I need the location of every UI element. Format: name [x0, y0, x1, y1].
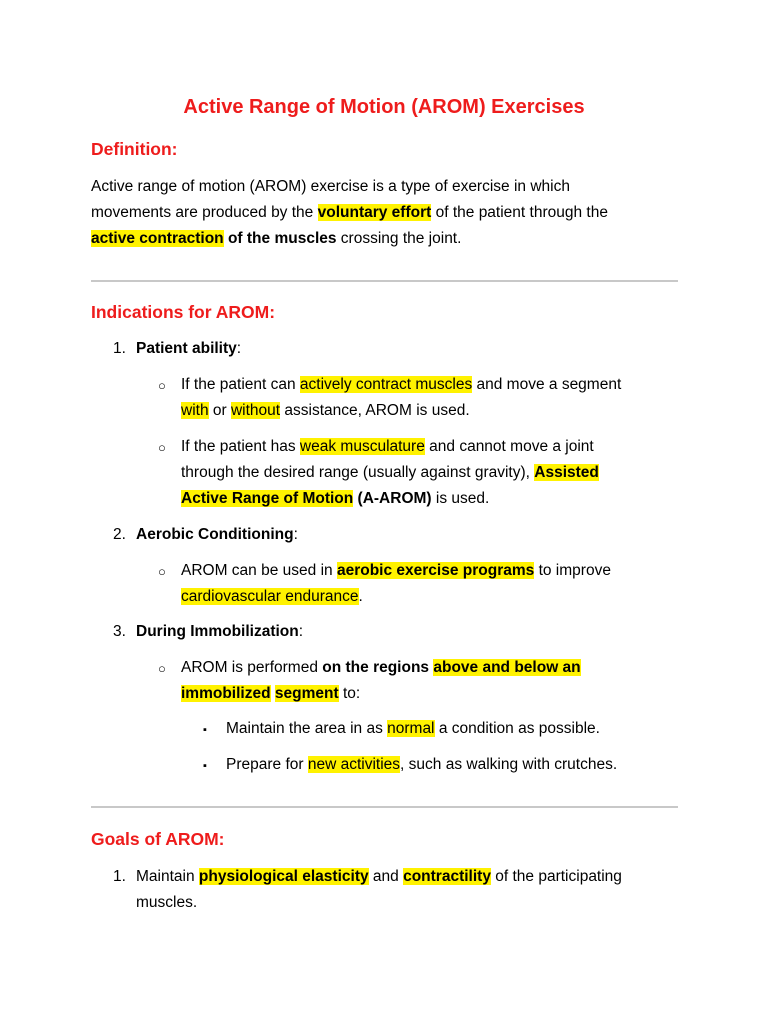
page-title: Active Range of Motion (AROM) Exercises: [183, 96, 585, 118]
text: If the patient can: [181, 376, 300, 393]
definition-line-2: [91, 200, 691, 226]
bold-a-arom: (A-AROM): [353, 490, 432, 507]
text: a condition as possible.: [434, 720, 600, 737]
list-item-aerobic-conditioning: [136, 522, 298, 548]
text: of the participating: [490, 868, 622, 885]
highlight-aerobic-exercise-programs: aerobic exercise programs: [336, 562, 535, 579]
bullet-line: [181, 558, 611, 584]
item-label: Aerobic Conditioning: [136, 526, 294, 543]
colon: :: [298, 623, 304, 640]
list-number: 1.: [113, 868, 126, 885]
definition-heading: Definition:: [91, 139, 178, 159]
list-number: 2.: [113, 526, 126, 543]
divider: [91, 280, 678, 282]
highlight-assisted: Assisted: [534, 464, 599, 481]
square-bullet: ▪: [203, 724, 207, 736]
text: is used.: [431, 490, 490, 507]
text: to improve: [534, 562, 611, 579]
text: If the patient has: [181, 438, 300, 455]
text: and: [368, 868, 404, 885]
bullet-line: [181, 372, 621, 398]
text: muscles.: [136, 894, 198, 911]
bold-on-the-regions: on the regions: [322, 659, 434, 676]
bullet-line: [181, 655, 581, 681]
bold-of-the-muscles: of the muscles: [223, 230, 337, 247]
divider: [91, 806, 678, 808]
item-label: During Immobilization: [136, 623, 299, 640]
square-bullet: ▪: [203, 760, 207, 772]
text: and cannot move a joint: [424, 438, 594, 455]
list-item-patient-ability: [136, 336, 241, 362]
text: Prepare for: [226, 756, 308, 773]
highlight-immobilized: immobilized: [181, 685, 271, 702]
text: to:: [338, 685, 361, 702]
definition-line-1: [91, 174, 691, 200]
circle-bullet: ○: [158, 564, 166, 579]
bullet-line: [181, 486, 489, 512]
goal-line: [136, 864, 622, 890]
definition-text: movements are produced by the: [91, 204, 318, 221]
highlight-active-contraction: active contraction: [91, 230, 224, 247]
highlight-new-activities: new activities: [307, 756, 401, 773]
text: or: [208, 402, 231, 419]
text: and move a segment: [472, 376, 622, 393]
text: assistance, AROM is used.: [280, 402, 470, 419]
highlight-without: without: [230, 402, 281, 419]
highlight-with: with: [181, 402, 209, 419]
definition-text: Active range of motion (AROM) exercise is a type of exercise in which: [91, 178, 570, 195]
list-number: 3.: [113, 623, 126, 640]
highlight-segment: segment: [274, 685, 339, 702]
highlight-actively-contract-muscles: actively contract muscles: [299, 376, 473, 393]
indications-heading: Indications for AROM:: [91, 302, 276, 322]
circle-bullet: ○: [158, 378, 166, 393]
bullet-line: [181, 460, 599, 486]
text: AROM can be used in: [181, 562, 337, 579]
definition-text: of the patient through the: [431, 204, 608, 221]
highlight-active-range-of-motion: Active Range of Motion: [181, 490, 354, 507]
text: through the desired range (usually against gravity),: [181, 464, 535, 481]
text: .: [358, 588, 363, 605]
list-item-during-immobilization: [136, 619, 303, 645]
bullet-line: [181, 434, 594, 460]
colon: :: [293, 526, 298, 543]
item-label: Patient ability: [136, 340, 237, 357]
list-number: 1.: [113, 340, 126, 357]
text: Maintain: [136, 868, 199, 885]
definition-line-3: [91, 226, 691, 252]
highlight-contractility: contractility: [403, 868, 491, 885]
bullet-line: [181, 681, 360, 707]
definition-text: crossing the joint.: [336, 230, 462, 247]
circle-bullet: ○: [158, 440, 166, 455]
text: Maintain the area in as: [226, 720, 388, 737]
highlight-voluntary-effort: voluntary effort: [317, 204, 432, 221]
highlight-weak-musculature: weak musculature: [299, 438, 425, 455]
circle-bullet: ○: [158, 661, 166, 676]
sub-bullet-line: [226, 752, 617, 778]
goal-line: [136, 890, 197, 916]
text: AROM is performed: [181, 659, 323, 676]
bullet-line: [181, 584, 363, 610]
goals-heading: Goals of AROM:: [91, 829, 225, 849]
highlight-physiological-elasticity: physiological elasticity: [198, 868, 369, 885]
colon: :: [236, 340, 242, 357]
sub-bullet-line: [226, 716, 600, 742]
highlight-normal: normal: [387, 720, 435, 737]
bullet-line: [181, 398, 470, 424]
highlight-above-and-below-an: above and below an: [433, 659, 581, 676]
highlight-cardiovascular-endurance: cardiovascular endurance: [181, 588, 359, 605]
text: , such as walking with crutches.: [400, 756, 618, 773]
